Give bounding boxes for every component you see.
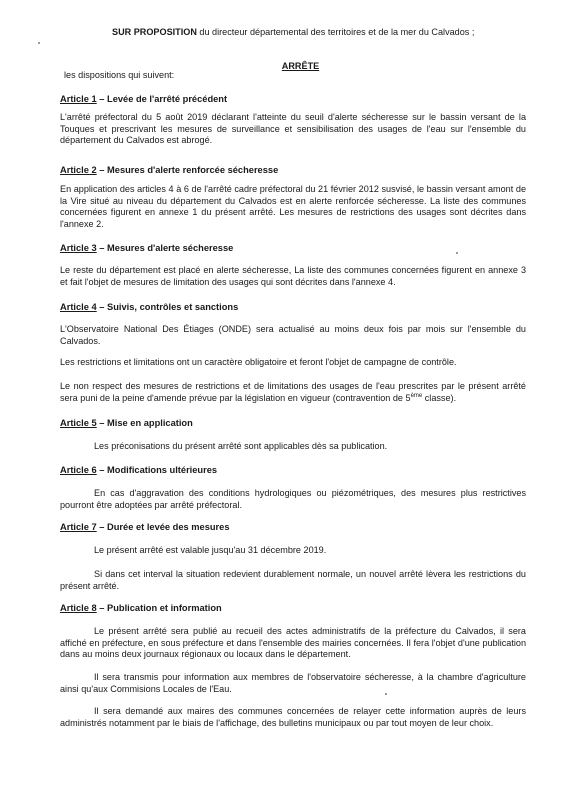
proposition-text: du directeur départemental des territoires et de la mer du Calvados ; [196, 27, 475, 37]
proposition-line [112, 27, 512, 39]
article-8-number: Article 8 [60, 603, 97, 613]
article-8-heading [60, 603, 222, 615]
article-6-para-1: En cas d'aggravation des conditions hydrologiques ou piézométriques, des mesures plus restrictives pourront être adoptées par arrêté préfectoral. [60, 488, 526, 510]
article-1-title: – Levée de l'arrêté précédent [96, 94, 228, 104]
intro-text: les dispositions qui suivent: [64, 70, 175, 80]
article-2-title: – Mesures d'alerte renforcée sécheresse [96, 165, 279, 175]
article-7-number: Article 7 [60, 522, 97, 532]
article-3-para-1: Le reste du département est placé en alerte sécheresse, La liste des communes concernées figurent en annexe 3 et fait l'objet de mesures de limitation des usages qui sont décrites dans l'annexe 4. [60, 265, 526, 287]
article-4-para-3 [60, 381, 526, 404]
article-4-para-3-text: Le non respect des mesures de restrictions et de limitations des usages de l'eau prescrites par le présent arrêté sera puni de la peine d'amende prévue par la législation en vigueur (contravention de 5 [60, 381, 526, 403]
article-3-number: Article 3 [60, 243, 97, 253]
scan-speck [385, 693, 387, 695]
article-4-title: – Suivis, contrôles et sanctions [96, 302, 239, 312]
arrete-title-text: ARRÊTE [281, 61, 320, 71]
article-6-title: – Modifications ultérieures [96, 465, 218, 475]
article-2-para-1: En application des articles 4 à 6 de l'arrêté cadre préfectoral du 21 février 2012 susvisé, le bassin versant amont de la Vire situé au niveau du département du Calvados est en alerte renforcée sécheresse. La liste des communes concernées figurent en annexe 1 du présent arrêté. Les mesures de restrictions des usages sont décrites dans l'annexe 2. [60, 184, 526, 229]
article-4-para-3-end: classe). [422, 392, 457, 403]
proposition-bold: SUR PROPOSITION [112, 27, 197, 37]
scan-speck [38, 42, 40, 44]
article-1-para-1: L'arrêté préfectoral du 5 août 2019 déclarant l'atteinte du seuil d'alerte sécheresse sur le bassin versant de la Touques et prescrivant les mesures de surveillance et sensibilisation des usages de l'eau sur l'ensemble du département du Calvados est abrogé. [60, 112, 526, 146]
article-8-para-1: Le présent arrêté sera publié au recueil des actes administratifs de la préfecture du Calvados, il sera affiché en préfecture, en sous préfecture et dans l'ensemble des mairies concernées. Il fera l'objet d'une publication dans au moins deux journaux régionaux ou locaux dans le département. [60, 626, 526, 660]
article-5-para-1: Les préconisations du présent arrêté sont applicables dès sa publication. [94, 441, 388, 451]
article-7-para-2: Si dans cet interval la situation redevient durablement normale, un nouvel arrêté lèvera les restrictions du présent arrêté. [60, 569, 526, 591]
article-2-heading [60, 165, 278, 177]
article-7-title: – Durée et levée des mesures [96, 522, 230, 532]
article-4-heading [60, 302, 238, 314]
scan-speck [456, 252, 458, 254]
article-1-number: Article 1 [60, 94, 97, 104]
article-3-title: – Mesures d'alerte sécheresse [96, 243, 234, 253]
article-5-number: Article 5 [60, 418, 97, 428]
article-7-heading [60, 522, 230, 534]
article-4-para-3-sup: ème [410, 392, 423, 399]
article-8-para-3: Il sera demandé aux maires des communes concernées de relayer cette information auprès de leurs administrés notamment par le biais de l'affichage, des bulletins municipaux ou par tout moyen de leur choix. [60, 706, 526, 728]
article-8-para-2: Il sera transmis pour information aux membres de l'observatoire sécheresse, à la chambre d'agriculture ainsi qu'aux Commisions Locales de l'Eau. [60, 672, 526, 694]
article-6-number: Article 6 [60, 465, 97, 475]
article-1-heading [60, 94, 227, 106]
article-6-heading [60, 465, 217, 477]
article-5-heading [60, 418, 193, 430]
article-8-title: – Publication et information [96, 603, 222, 613]
article-4-para-1: L'Observatoire National Des Étiages (ONDE) sera actualisé au moins deux fois par mois sur l'ensemble du Calvados. [60, 324, 526, 346]
article-4-para-2: Les restrictions et limitations ont un caractère obligatoire et feront l'objet de campagne de contrôle. [60, 357, 457, 367]
article-5-title: – Mise en application [96, 418, 193, 428]
article-2-number: Article 2 [60, 165, 97, 175]
article-4-number: Article 4 [60, 302, 97, 312]
article-3-heading [60, 243, 233, 255]
article-7-para-1: Le présent arrêté est valable jusqu'au 31 décembre 2019. [94, 545, 327, 555]
